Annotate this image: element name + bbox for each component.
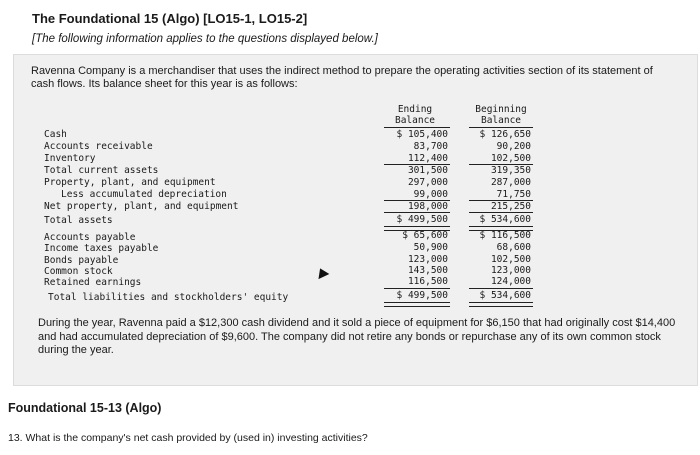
beginning-value: 102,500: [490, 254, 531, 265]
subtotal-rule: [469, 212, 533, 213]
total-double-rule: [384, 302, 450, 307]
row-label: Income taxes payable: [44, 243, 159, 254]
ending-value: 297,000: [407, 177, 448, 188]
beginning-value: $ 126,650: [479, 129, 531, 140]
beginning-value: 287,000: [490, 177, 531, 188]
beginning-value: 319,350: [490, 165, 531, 176]
header-line: Ending: [397, 104, 433, 115]
beginning-value: $ 116,500: [479, 230, 531, 241]
additional-info-text: During the year, Ravenna paid a $12,300 cash dividend and it sold a piece of equipment for $6,150 that had originally cost $14,400 and had accumulated depreciation of $9,600. The company did not retire any bonds or repurchase any of its own common stock during the year.: [38, 317, 676, 356]
ending-value: $ 65,600: [402, 230, 448, 241]
beginning-value: 90,200: [496, 141, 531, 152]
ending-value: $ 499,500: [396, 214, 448, 225]
row-label: Accounts payable: [44, 232, 136, 243]
row-label: Total liabilities and stockholders' equity: [48, 292, 289, 303]
ending-value: 83,700: [413, 141, 448, 152]
row-label: Cash: [44, 129, 67, 140]
row-label: Common stock: [44, 266, 113, 277]
row-label: Net property, plant, and equipment: [44, 201, 239, 212]
subtotal-rule: [469, 288, 533, 289]
ending-value: $ 499,500: [396, 290, 448, 301]
ending-value: 116,500: [407, 276, 448, 287]
row-label: Accounts receivable: [44, 141, 153, 152]
header-line: Balance: [480, 115, 522, 126]
ending-value: 99,000: [413, 189, 448, 200]
question-text: 13. What is the company's net cash provided by (used in) investing activities?: [8, 432, 368, 444]
header-line: Balance: [394, 115, 436, 126]
beginning-balance-header: [466, 104, 536, 126]
ending-value: $ 105,400: [396, 129, 448, 140]
row-label: Total assets: [44, 215, 113, 226]
ending-value: 112,400: [407, 153, 448, 164]
row-label: Retained earnings: [44, 277, 142, 288]
ending-value: 123,000: [407, 254, 448, 265]
instruction-subtitle: [The following information applies to the questions displayed below.]: [32, 33, 378, 45]
ending-value: 50,900: [413, 242, 448, 253]
beginning-value: $ 534,600: [479, 214, 531, 225]
subtotal-rule: [384, 212, 450, 213]
row-label: Bonds payable: [44, 255, 119, 266]
total-double-rule: [469, 302, 533, 307]
header-line: Beginning: [475, 104, 527, 115]
row-label: Less accumulated depreciation: [61, 189, 227, 200]
row-label: Total current assets: [44, 165, 159, 176]
beginning-value: 215,250: [490, 201, 531, 212]
beginning-value: 102,500: [490, 153, 531, 164]
beginning-value: 123,000: [490, 265, 531, 276]
intro-text: Ravenna Company is a merchandiser that uses the indirect method to prepare the operating activities section of its statement of cash flows. Its balance sheet for this year is as follows:: [31, 65, 653, 90]
row-label: Inventory: [44, 153, 96, 164]
ending-value: 198,000: [407, 201, 448, 212]
row-label: Property, plant, and equipment: [44, 177, 216, 188]
ending-value: 143,500: [407, 265, 448, 276]
page-title: The Foundational 15 (Algo) [LO15-1, LO15-2]: [32, 11, 308, 26]
header-underline: [384, 127, 450, 128]
balance-sheet-table: [44, 104, 549, 304]
beginning-value: $ 534,600: [479, 290, 531, 301]
beginning-value: 124,000: [490, 276, 531, 287]
ending-balance-header: [380, 104, 450, 126]
section-title: Foundational 15-13 (Algo): [8, 401, 162, 415]
beginning-value: 68,600: [496, 242, 531, 253]
beginning-value: 71,750: [496, 189, 531, 200]
header-underline: [469, 127, 533, 128]
ending-value: 301,500: [407, 165, 448, 176]
subtotal-rule: [384, 288, 450, 289]
